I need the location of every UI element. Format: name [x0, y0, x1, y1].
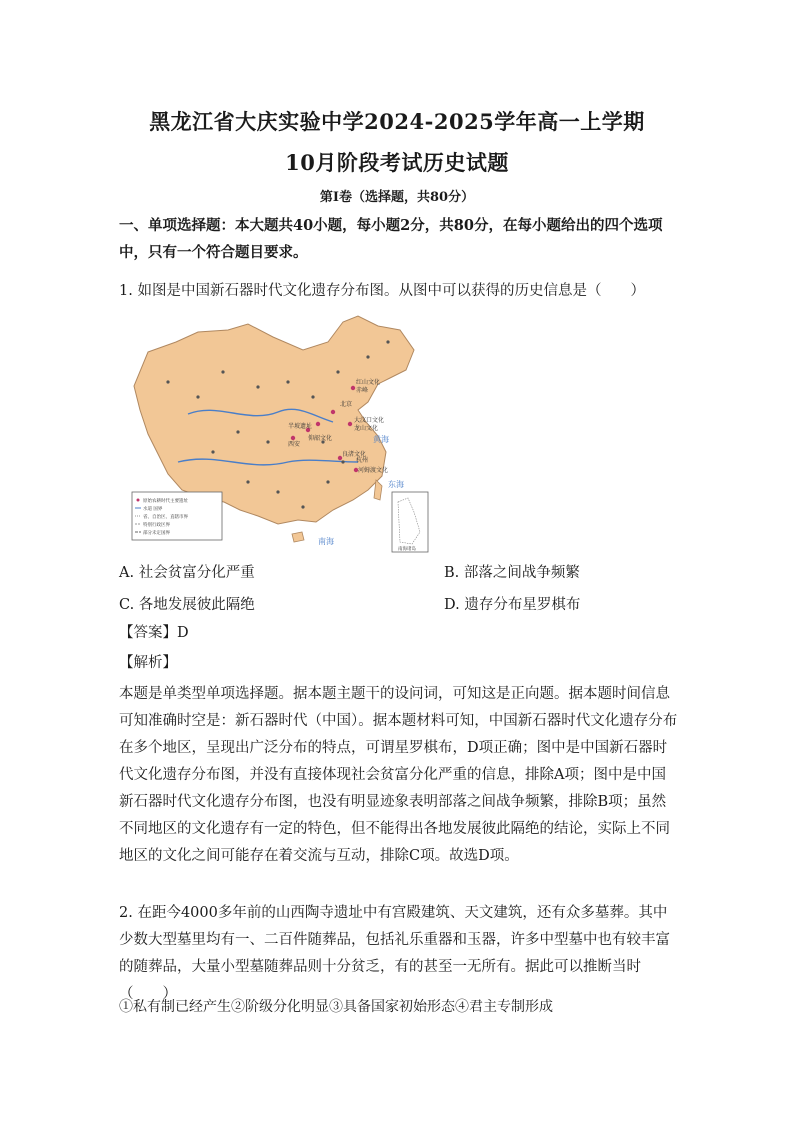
option-d[interactable]: D. 遗存分布星罗棋布 [444, 597, 581, 613]
question-2-choices: ①私有制已经产生②阶级分化明显③具备国家初始形态④君主专制形成 [119, 999, 553, 1015]
legend-sar: 特别行政区界 [143, 523, 170, 528]
map-label-hemudu: 河姆渡文化 [358, 467, 389, 474]
map-label-liangzhu: 良渚文化 [342, 451, 367, 458]
map-label-south-sea: 南海 [318, 537, 334, 546]
map-label-yangshao: 仰韶文化 [308, 435, 333, 442]
map-label-chifeng: 赤峰 [356, 387, 369, 394]
map-label-banpo: 半坡遗址 [288, 423, 313, 430]
answer-line: 【答案】D [119, 625, 189, 641]
inset-label: 南海诸岛 [398, 547, 416, 552]
south-sea-inset [392, 492, 428, 552]
exam-title-line1: 黑龙江省大庆实验中学2024-2025学年高一上学期 [149, 109, 645, 134]
neolithic-map-figure [128, 312, 432, 556]
question-1-stem: 1. 如图是中国新石器时代文化遗存分布图。从图中可以获得的历史信息是（ ） [119, 283, 645, 299]
section-instruction: 一、单项选择题：本大题共40小题，每小题2分，共80分，在每小题给出的四个选项中，只有一个符合题目要求。 [119, 217, 663, 261]
volume-heading: 第Ⅰ卷（选择题，共80分） [319, 190, 475, 205]
map-label-dawenkou: 大汶口文化 [354, 417, 385, 424]
option-b[interactable]: B. 部落之间战争频繁 [444, 565, 580, 581]
analysis-heading: 【解析】 [119, 655, 177, 671]
analysis-text: 本题是单类型单项选择题。据本题主题干的设问词，可知这是正向题。据本题时间信息可知准确时空是：新石器时代（中国）。据本题材料可知，中国新石器时代文化遗存分布在多个地区，呈现出广泛分布的特点，可谓星罗棋布，D项正确；图中是中国新石器时代文化遗存分布图，并没有直接体现社会贫富分化严重的信息，排除A项；图中是中国新石器时代文化遗存分布图，也没有明显迹象表明部落之间战争频繁，排除B项；虽然不同地区的文化遗存有一定的特色，但不能得出各地发展彼此隔绝的结论，实际上不同地区的文化之间可能存在着交流与互动，排除C项。故选D项。 [119, 686, 678, 864]
legend-province: 省、自治区、直辖市界 [143, 515, 188, 520]
map-label-hangzhou: 杭州 [356, 457, 369, 464]
map-label-east-sea: 东海 [388, 480, 404, 489]
option-a[interactable]: A. 社会贫富分化严重 [119, 565, 255, 581]
map-label-yellow-sea: 黄海 [373, 435, 389, 444]
map-label-xian: 西安 [288, 441, 301, 448]
legend-sites: 原始农耕时代主要遗址 [143, 499, 188, 504]
map-label-longshan: 龙山文化 [354, 425, 379, 432]
map-label-hongshan: 红山文化 [356, 379, 381, 386]
question-2-stem: 2. 在距今4000多年前的山西陶寺遗址中有宫殿建筑、天文建筑，还有众多墓葬。其中少数大型墓里均有一、二百件随葬品，包括礼乐重器和玉器，许多中型墓中也有较丰富的随葬品，大量小型墓随葬品则十分贫乏，有的甚至一无所有。据此可以推断当时（ ） [119, 905, 670, 1002]
hainan-island [292, 532, 304, 542]
map-label-beijing: 北京 [340, 401, 353, 408]
option-c[interactable]: C. 各地发展彼此隔绝 [119, 597, 255, 613]
exam-title-line2: 10月阶段考试历史试题 [285, 150, 509, 175]
legend-water-border: 水道 国界 [143, 507, 163, 512]
legend-undetermined: 部分未定国界 [143, 531, 170, 536]
